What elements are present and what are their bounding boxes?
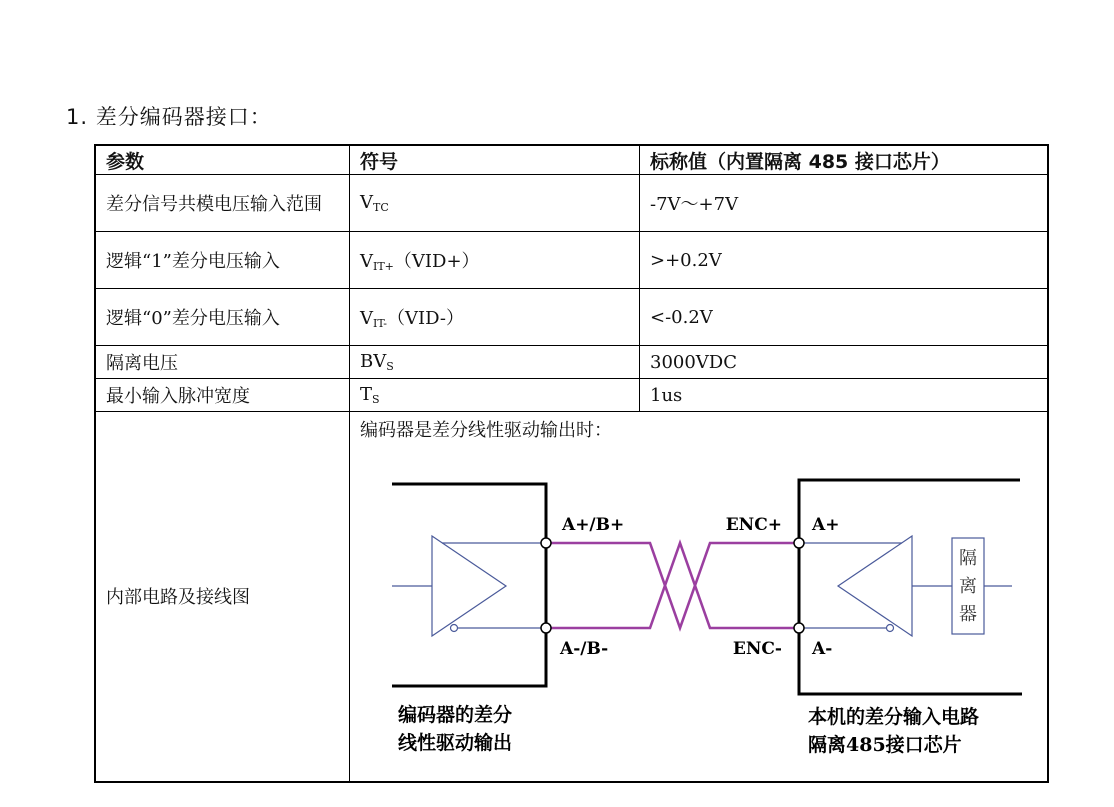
isolator-char-1: 隔 <box>959 548 977 569</box>
value-cell: >+0.2V <box>640 232 1049 289</box>
param-cell: 逻辑“0”差分电压输入 <box>95 289 350 346</box>
spec-table <box>94 144 1049 783</box>
symbol-cell: $T_S$ <box>350 379 640 412</box>
left-caption-line1: 编码器的差分 <box>398 704 513 726</box>
param-cell: 隔离电压 <box>95 346 350 379</box>
value-cell: 3000VDC <box>640 346 1049 379</box>
param-cell: 逻辑“1”差分电压输入 <box>95 232 350 289</box>
param-cell: 差分信号共模电压输入范围 <box>95 175 350 232</box>
value-cell: 1us <box>640 379 1049 412</box>
label-enc-plus: ENC+ <box>725 515 782 535</box>
circuit-row <box>95 412 1048 782</box>
isolator-char-2: 离 <box>959 576 977 597</box>
symbol-cell: $V_{TC}$ <box>350 175 640 232</box>
value-cell: -7V～+7V <box>640 175 1049 232</box>
terminal-enc-plus <box>794 538 804 548</box>
circuit-diagram-cell <box>350 412 1049 782</box>
header-param: 参数 <box>95 145 350 175</box>
driver-inverter-bubble <box>451 625 458 632</box>
label-a-minus-b-minus: A-/B- <box>560 639 609 659</box>
label-a-minus: A- <box>812 639 833 659</box>
table-row <box>95 289 1048 346</box>
encoder-box-outline <box>392 484 546 686</box>
header-symbol: 符号 <box>350 145 640 175</box>
value-cell: <-0.2V <box>640 289 1049 346</box>
receiver-box-outline <box>799 480 1022 694</box>
receiver-triangle <box>838 536 912 636</box>
driver-triangle <box>432 536 506 636</box>
terminal-a-plus-left <box>541 538 551 548</box>
circuit-diagram <box>350 412 1046 782</box>
table-row <box>95 175 1048 232</box>
isolator-char-3: 器 <box>959 604 977 625</box>
table-row <box>95 232 1048 289</box>
symbol-cell: $V_{IT+}(VID+)$ <box>350 232 640 289</box>
twisted-pair <box>546 543 799 628</box>
terminal-a-minus-left <box>541 623 551 633</box>
circuit-row-label: 内部电路及接线图 <box>95 412 350 782</box>
label-enc-minus: ENC- <box>732 639 782 659</box>
section-heading: 1. 差分编码器接口： <box>66 105 272 129</box>
label-a-plus-b-plus: A+/B+ <box>562 515 625 535</box>
header-value: 标称值（内置隔离 485 接口芯片） <box>640 145 1049 175</box>
circuit-caption: 编码器是差分线性驱动输出时： <box>360 420 612 441</box>
right-caption-line2: 隔离485接口芯片 <box>808 734 962 756</box>
symbol-cell: $BV_S$ <box>350 346 640 379</box>
table-row <box>95 346 1048 379</box>
param-cell: 最小输入脉冲宽度 <box>95 379 350 412</box>
left-caption-line2: 线性驱动输出 <box>398 732 513 754</box>
table-header-row <box>95 145 1048 175</box>
right-caption-line1: 本机的差分输入电路 <box>808 706 980 728</box>
terminal-enc-minus <box>794 623 804 633</box>
symbol-cell: $V_{IT-}(VID-)$ <box>350 289 640 346</box>
label-a-plus: A+ <box>812 515 840 535</box>
receiver-inverter-bubble <box>887 625 894 632</box>
table-row <box>95 379 1048 412</box>
